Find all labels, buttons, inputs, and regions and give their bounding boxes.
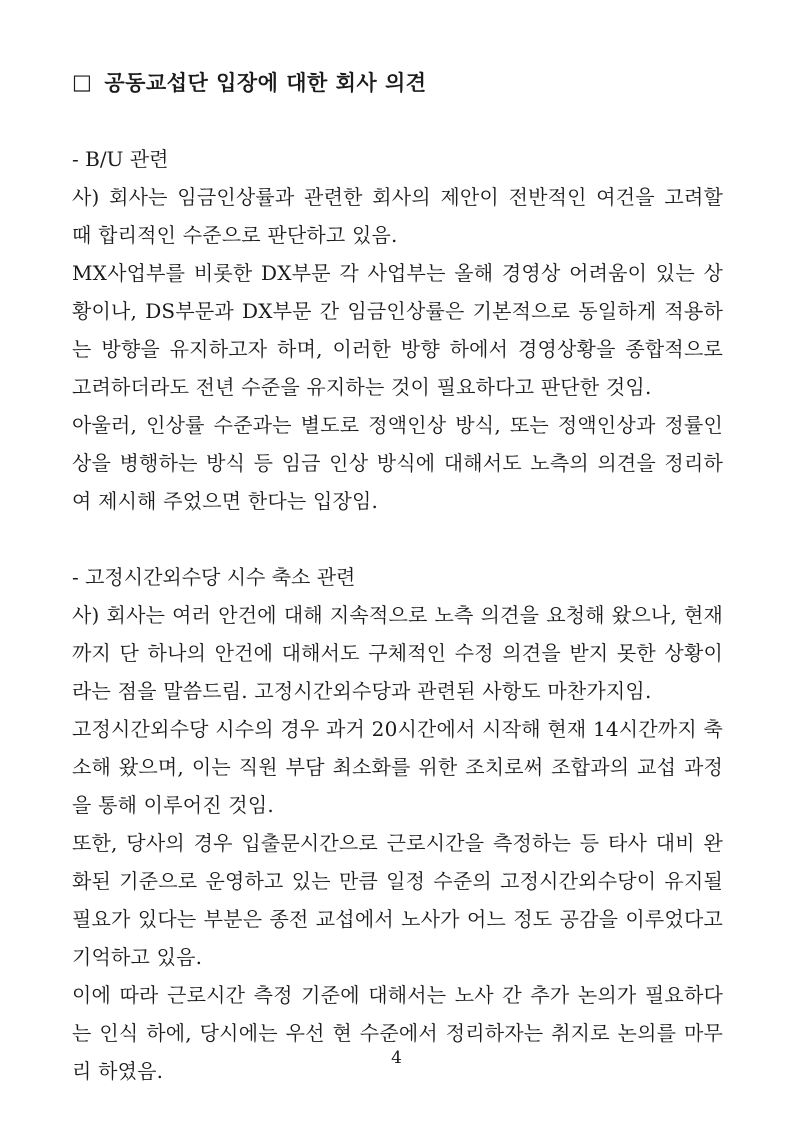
section-fixed-overtime (72, 558, 723, 1090)
square-bullet-icon: □ (72, 69, 93, 94)
section-heading (72, 64, 723, 102)
subsection-label-fixed-overtime: - 고정시간외수당 시수 축소 관련 (72, 565, 356, 589)
paragraph: MX사업부를 비롯한 DX부문 각 사업부는 올해 경영상 어려움이 있는 상황이나, DS부문과 DX부문 간 임금인상률은 기본적으로 동일하게 적용하는 방향을 유지하고자 하며, 이러한 방향 하에서 경영상황을 종합적으로 고려하더라도 전년 수준을 유지하는 것이 필요하다고 판단한 것임. (72, 261, 723, 399)
section-bu (72, 140, 723, 520)
paragraph: 사) 회사는 여러 안건에 대해 지속적으로 노측 의견을 요청해 왔으나, 현재까지 단 하나의 안건에 대해서도 구체적인 수정 의견을 받지 못한 상황이라는 점을 말씀드림. 고정시간외수당과 관련된 사항도 마찬가지임. (72, 603, 723, 703)
paragraph: 사) 회사는 임금인상률과 관련한 회사의 제안이 전반적인 여건을 고려할 때 합리적인 수준으로 판단하고 있음. (72, 185, 723, 247)
section-heading-text: 공동교섭단 입장에 대한 회사 의견 (104, 70, 427, 95)
subsection-label-bu: - B/U 관련 (72, 147, 169, 171)
paragraph: 이에 따라 근로시간 측정 기준에 대해서는 노사 간 추가 논의가 필요하다는 인식 하에, 당시에는 우선 현 수준에서 정리하자는 취지로 논의를 마무리 하였음. (72, 983, 723, 1083)
paragraph: 또한, 당사의 경우 입출문시간으로 근로시간을 측정하는 등 타사 대비 완화된 기준으로 운영하고 있는 만큼 일정 수준의 고정시간외수당이 유지될 필요가 있다는 부분은 종전 교섭에서 노사가 어느 정도 공감을 이루었다고 기억하고 있음. (72, 831, 723, 969)
paragraph: 고정시간외수당 시수의 경우 과거 20시간에서 시작해 현재 14시간까지 축소해 왔으며, 이는 직원 부담 최소화를 위한 조치로써 조합과의 교섭 과정을 통해 이루어진 것임. (72, 717, 723, 817)
page-number: 4 (391, 1048, 402, 1068)
paragraph: 아울러, 인상률 수준과는 별도로 정액인상 방식, 또는 정액인상과 정률인상을 병행하는 방식 등 임금 인상 방식에 대해서도 노측의 의견을 정리하여 제시해 주었으면 한다는 입장임. (72, 413, 723, 513)
